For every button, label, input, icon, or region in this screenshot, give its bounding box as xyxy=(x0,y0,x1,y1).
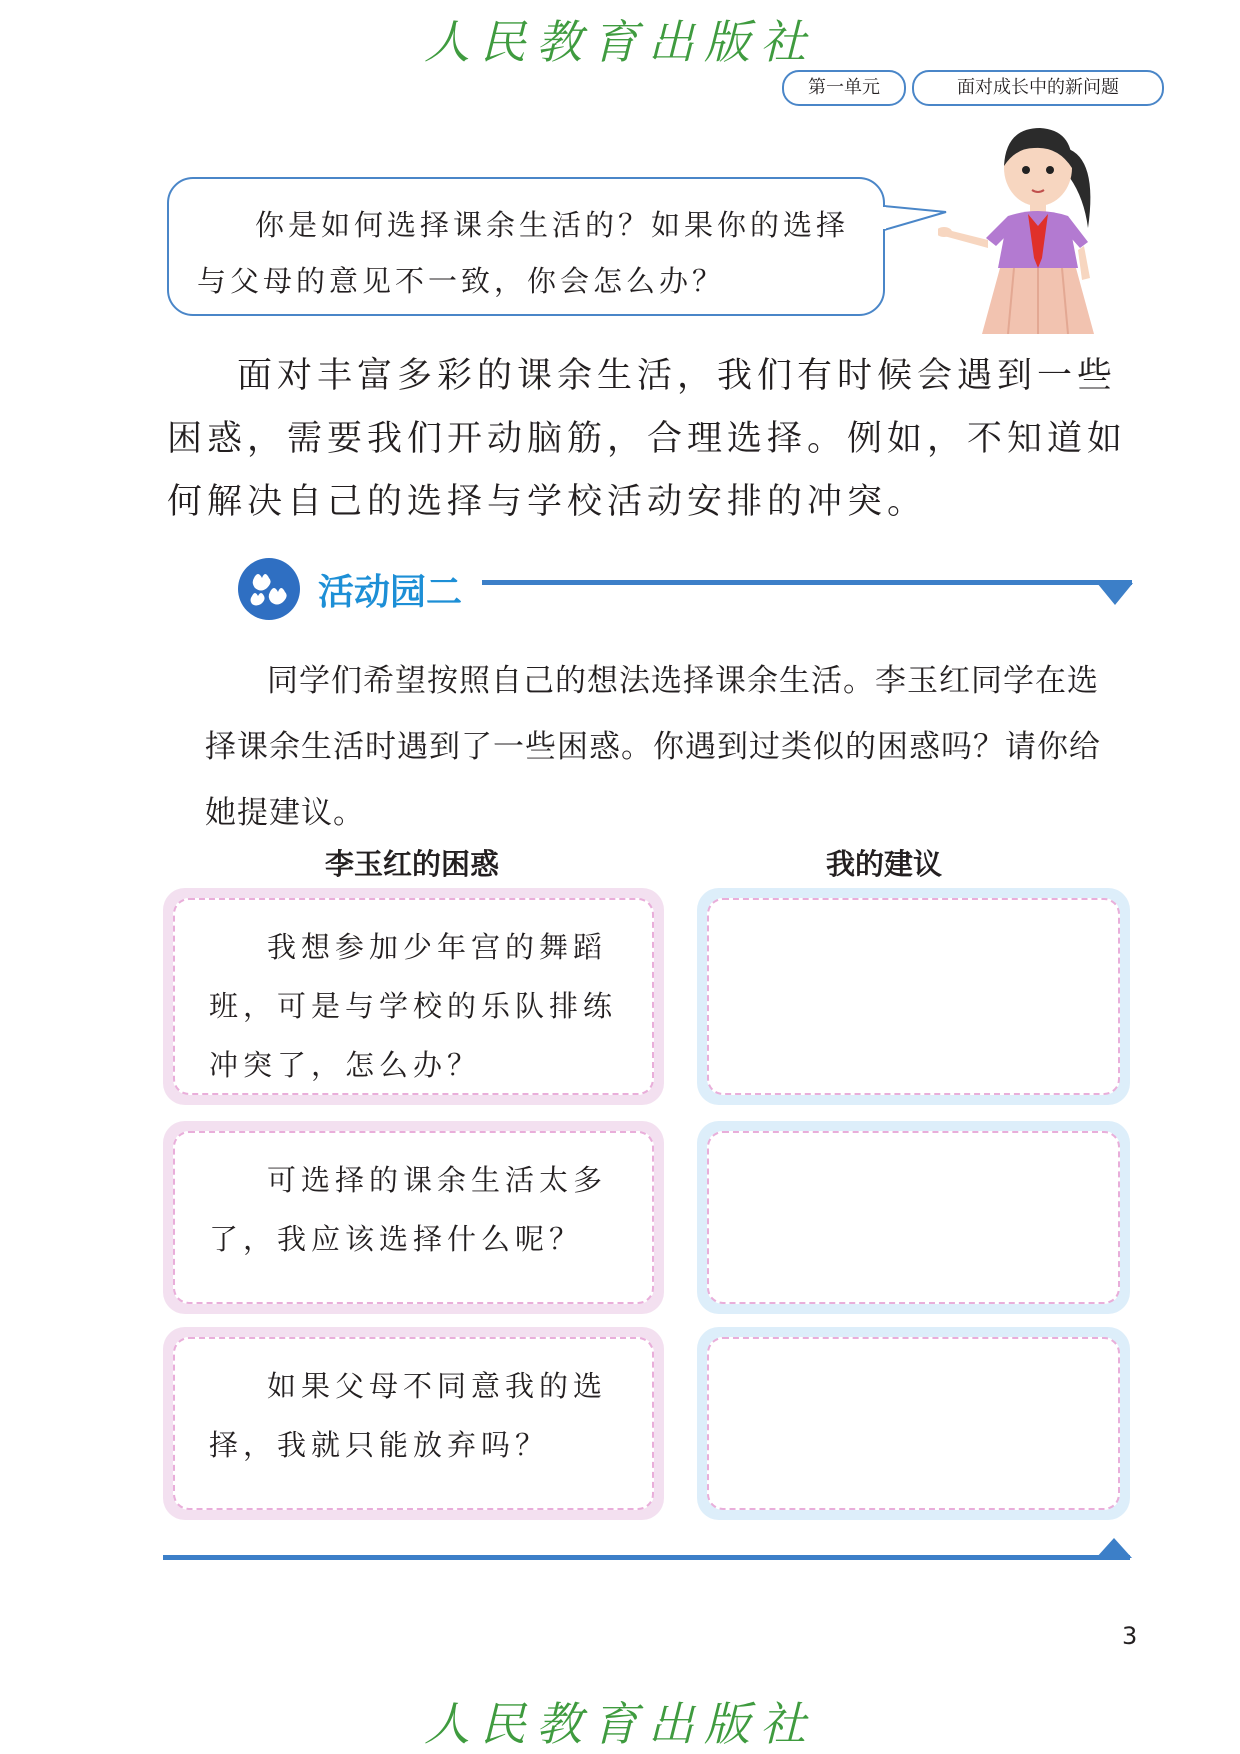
confusion-text: 可选择的课余生活太多了，我应该选择什么呢？ xyxy=(173,1131,654,1304)
confusion-card xyxy=(163,888,664,1105)
publisher-logo-bottom: 人民教育出版社 xyxy=(424,1697,816,1751)
speech-bubble xyxy=(167,177,885,316)
hands-icon xyxy=(238,558,300,620)
topic-label: 面对成长中的新问题 xyxy=(912,70,1164,106)
suggestion-card[interactable] xyxy=(697,1121,1130,1314)
suggestion-card[interactable] xyxy=(697,1327,1130,1520)
divider-triangle-icon xyxy=(1097,583,1133,605)
activity-title: 活动园二 xyxy=(318,572,463,613)
girl-illustration xyxy=(938,118,1138,334)
suggestion-field[interactable] xyxy=(707,1131,1120,1304)
confusion-heading: 李玉红的困惑 xyxy=(325,847,500,881)
speech-bubble-text: 你是如何选择课余生活的？如果你的选择与父母的意见不一致，你会怎么办？ xyxy=(197,208,850,298)
page-number: 3 xyxy=(1122,1622,1138,1650)
suggestion-field[interactable] xyxy=(707,898,1120,1095)
activity-intro: 同学们希望按照自己的想法选择课余生活。李玉红同学在选择课余生活时遇到了一些困惑。你遇到过类似的困惑吗？请你给她提建议。 xyxy=(205,663,1101,831)
suggestion-card[interactable] xyxy=(697,888,1130,1105)
suggestion-heading: 我的建议 xyxy=(826,847,943,881)
body-paragraph: 面对丰富多彩的课余生活，我们有时候会遇到一些困惑，需要我们开动脑筋，合理选择。例如，不知道如何解决自己的选择与学校活动安排的冲突。 xyxy=(167,356,1128,522)
unit-label: 第一单元 xyxy=(782,70,906,106)
divider-triangle-icon xyxy=(1096,1538,1132,1558)
suggestion-field[interactable] xyxy=(707,1337,1120,1510)
activity-divider xyxy=(482,580,1132,585)
publisher-logo-top: 人民教育出版社 xyxy=(424,15,816,69)
confusion-card xyxy=(163,1327,664,1520)
bottom-divider xyxy=(163,1555,1130,1560)
confusion-text: 如果父母不同意我的选择，我就只能放弃吗？ xyxy=(173,1337,654,1510)
confusion-card xyxy=(163,1121,664,1314)
confusion-text: 我想参加少年宫的舞蹈班，可是与学校的乐队排练冲突了，怎么办？ xyxy=(173,898,654,1095)
